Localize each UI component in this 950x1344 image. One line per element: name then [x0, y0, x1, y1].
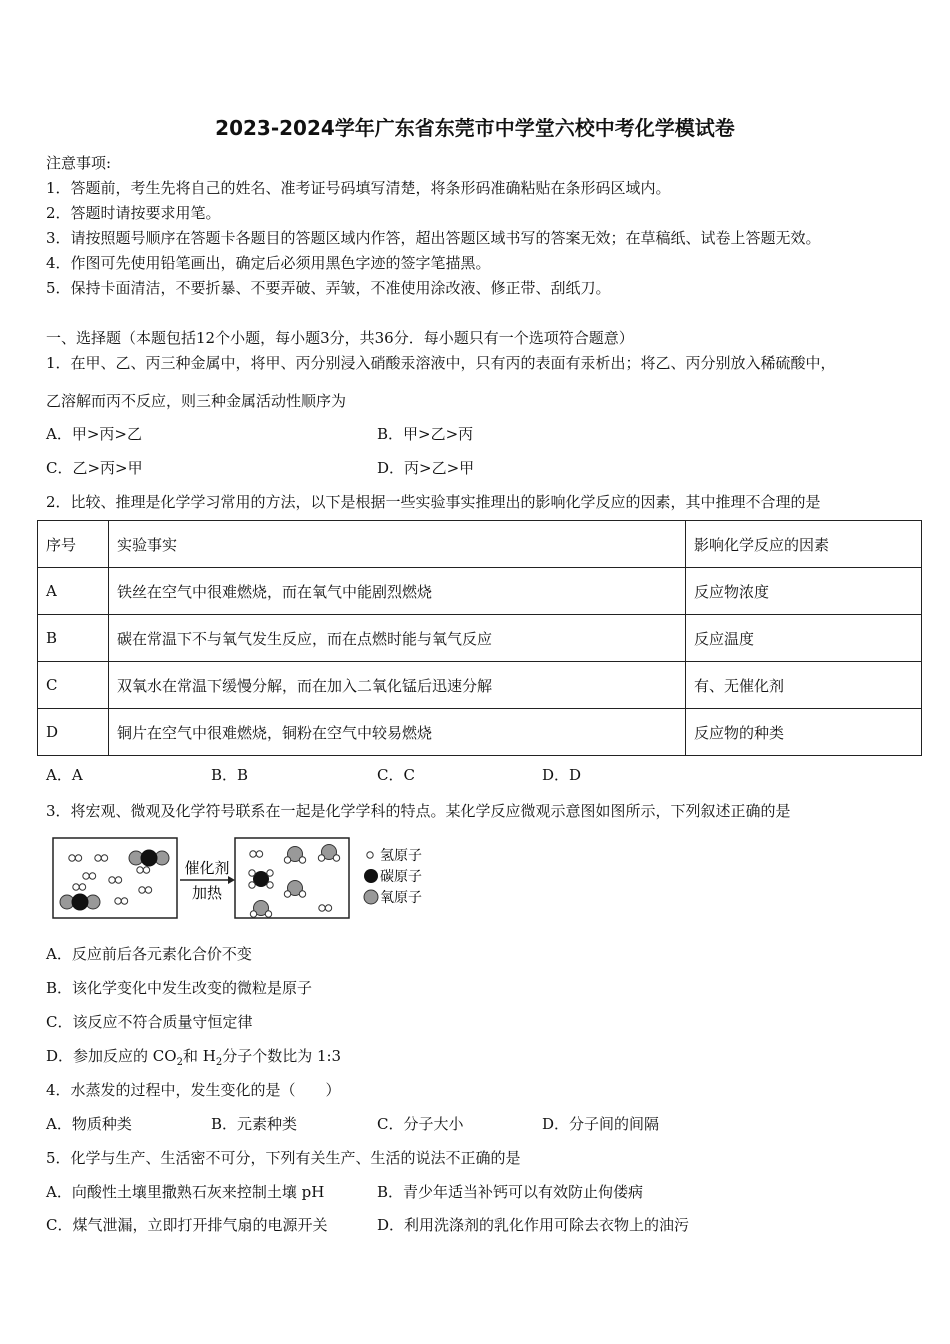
- table-cell: 铁丝在空气中很难燃烧，而在氧气中能剧烈燃烧: [109, 568, 686, 615]
- q2-option-b: B．B: [211, 766, 249, 784]
- q1-option-b: B．甲>乙>丙: [377, 425, 474, 443]
- q5-stem: 5．化学与生产、生活密不可分，下列有关生产、生活的说法不正确的是: [46, 1149, 521, 1167]
- q3-option-d-text: 分子个数比为 1:3: [222, 1047, 342, 1065]
- table-header-cell: 序号: [38, 521, 109, 568]
- notice-item: 4．作图可先使用铅笔画出，确定后必须用黑色字迹的签字笔描黑。: [46, 254, 491, 272]
- q4-stem: 4．水蒸发的过程中，发生变化的是（ ）: [46, 1081, 341, 1099]
- table-cell: B: [38, 615, 109, 662]
- q4-option-c: C．分子大小: [377, 1115, 464, 1133]
- page-title: 2023-2024学年广东省东莞市中学堂六校中考化学模试卷: [215, 116, 735, 140]
- q2-option-d: D．D: [542, 766, 582, 784]
- notice-item: 2．答题时请按要求用笔。: [46, 204, 221, 222]
- hydrogen-atom-icon: [367, 852, 373, 858]
- q3-option-d: [46, 1045, 341, 1068]
- catalyst-label: 催化剂: [184, 859, 230, 877]
- q3-option-d-text: 和 H: [182, 1047, 216, 1065]
- carbon-atom-icon: [364, 869, 378, 883]
- experiment-table: [37, 520, 922, 756]
- micro-reaction-figure: [52, 836, 452, 922]
- q2-stem: 2．比较、推理是化学学习常用的方法，以下是根据一些实验事实推理出的影响化学反应的因素，其中推理不合理的是: [46, 493, 821, 511]
- notice-item: 1．答题前，考生先将自己的姓名、准考证号码填写清楚，将条形码准确粘贴在条形码区域内。: [46, 179, 671, 197]
- q4-option-b: B．元素种类: [211, 1115, 298, 1133]
- co2-molecule: [129, 850, 169, 866]
- q3-option-b: B．该化学变化中发生改变的微粒是原子: [46, 979, 313, 997]
- co2-molecule: [60, 894, 100, 910]
- table-cell: 碳在常温下不与氧气发生反应，而在点燃时能与氧气反应: [109, 615, 686, 662]
- legend-hydrogen: 氢原子: [380, 848, 422, 864]
- q3-option-a: A．反应前后各元素化合价不变: [46, 945, 252, 963]
- subscript: 2: [176, 1057, 183, 1068]
- notice-item: 3．请按照题号顺序在答题卡各题目的答题区域内作答，超出答题区域书写的答案无效；在草稿纸、试卷上答题无效。: [46, 229, 821, 247]
- q3-option-d-text: D．参加反应的 CO: [46, 1047, 177, 1065]
- table-cell: 铜片在空气中很难燃烧，铜粉在空气中较易燃烧: [109, 709, 686, 756]
- table-cell: D: [38, 709, 109, 756]
- table-row: [38, 568, 922, 615]
- subscript: 2: [215, 1057, 223, 1068]
- table-cell: 有、无催化剂: [686, 662, 922, 709]
- q5-option-d: D．利用洗涤剂的乳化作用可除去衣物上的油污: [377, 1216, 690, 1234]
- q5-option-a: A．向酸性土壤里撒熟石灰来控制土壤 pH: [46, 1183, 325, 1201]
- table-cell: 反应物的种类: [686, 709, 922, 756]
- reaction-diagram: [52, 836, 452, 926]
- legend-oxygen: 氧原子: [380, 890, 422, 906]
- q1-stem-line1: 1．在甲、乙、丙三种金属中，将甲、丙分别浸入硝酸汞溶液中，只有丙的表面有汞析出；将乙、丙分别放入稀硫酸中，: [46, 354, 836, 372]
- table-cell: 双氧水在常温下缓慢分解，而在加入二氧化锰后迅速分解: [109, 662, 686, 709]
- arrow-head: [228, 876, 235, 884]
- table-header-cell: 实验事实: [109, 521, 686, 568]
- q5-option-c: C．煤气泄漏，立即打开排气扇的电源开关: [46, 1216, 328, 1234]
- q4-option-d: D．分子间的间隔: [542, 1115, 660, 1133]
- notice-heading: 注意事项:: [46, 154, 112, 172]
- q1-stem-line2: 乙溶解而丙不反应，则三种金属活动性顺序为: [46, 392, 347, 410]
- q1-option-a: A．甲>丙>乙: [46, 425, 142, 443]
- notice-item: 5．保持卡面清洁，不要折暴、不要弄破、弄皱，不准使用涂改液、修正带、刮纸刀。: [46, 279, 611, 297]
- q2-option-c: C．C: [377, 766, 415, 784]
- q3-stem: 3．将宏观、微观及化学符号联系在一起是化学学科的特点。某化学反应微观示意图如图所示，下列叙述正确的是: [46, 802, 791, 820]
- heat-label: 加热: [191, 884, 223, 902]
- table-row: [38, 662, 922, 709]
- table-cell: A: [38, 568, 109, 615]
- q1-option-d: D．丙>乙>甲: [377, 459, 475, 477]
- legend-carbon: 碳原子: [380, 869, 422, 885]
- table-row: [38, 709, 922, 756]
- oxygen-atom-icon: [364, 890, 378, 904]
- table-row: [38, 615, 922, 662]
- table-cell: C: [38, 662, 109, 709]
- q1-option-c: C．乙>丙>甲: [46, 459, 143, 477]
- table-header-cell: 影响化学反应的因素: [686, 521, 922, 568]
- table-header-row: [38, 521, 922, 568]
- section-heading: 一、选择题（本题包括12个小题，每小题3分，共36分．每小题只有一个选项符合题意）: [46, 329, 634, 347]
- q5-option-b: B．青少年适当补钙可以有效防止佝偻病: [377, 1183, 644, 1201]
- q4-option-a: A．物质种类: [46, 1115, 132, 1133]
- q2-option-a: A．A: [46, 766, 83, 784]
- table-cell: 反应温度: [686, 615, 922, 662]
- table-cell: 反应物浓度: [686, 568, 922, 615]
- q3-option-c: C．该反应不符合质量守恒定律: [46, 1013, 253, 1031]
